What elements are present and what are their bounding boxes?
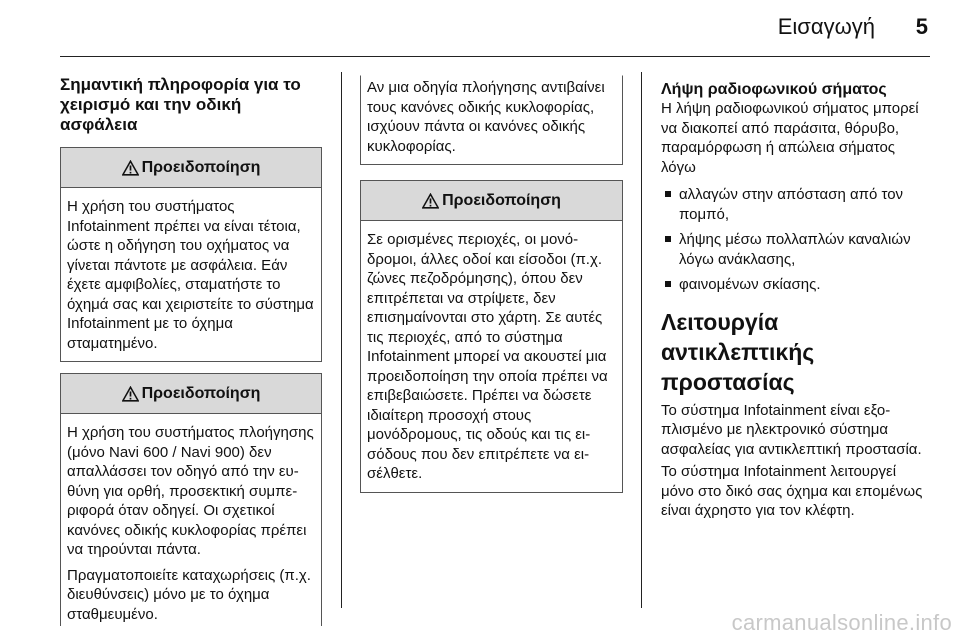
warning-text: Πραγματοποιείτε καταχωρήσεις (π.χ. διευθύνσεις) μόνο με το όχημα σταθμευμένο. bbox=[67, 566, 311, 623]
antitheft-heading: Λειτουργία αντικλεπτικής προστασίας bbox=[661, 308, 815, 395]
warning-box-3 bbox=[360, 180, 623, 493]
warning-title: Προειδοποίηση bbox=[141, 384, 261, 402]
left-column bbox=[60, 75, 322, 626]
warning-triangle-icon bbox=[122, 386, 139, 402]
list-item: λήψης μέσω πολλαπλών καναλιών λόγω ανάκλασης, bbox=[661, 230, 923, 269]
warning-header bbox=[361, 181, 622, 221]
warning-text: Σε ορισμένες περιοχές, οι μονόδρομοι, άλλες οδοί και είσοδοι (π.χ. ζώνες πεζοδρόμησης), όπου δεν επιτρέπεται να στρίψετε, δεν επισημαίνονται στο χάρτη. Σε αυτές τις περιοχές, από το σύστημα Infotainment μπορεί να ακουστεί μια προειδοποίηση την οποία πρέπει να επιβεβαιώσετε. Πρέπει να δώσετε ιδιαίτερη προσοχή στους μονόδρομους, τις οδούς και τις εισόδους που δεν επιτρέπετε να εισέλθετε. bbox=[367, 231, 608, 482]
safety-heading: Σημαντική πληροφορία για το χειρισμό και την οδική ασφάλεια bbox=[60, 75, 301, 134]
reception-heading: Λήψη ραδιοφωνικού σήματος bbox=[661, 81, 887, 98]
list-item: αλλαγών στην απόσταση από τον πομπό, bbox=[661, 185, 923, 224]
column-divider-1 bbox=[341, 72, 342, 608]
antitheft-text: Το σύστημα Infotainment είναι εξοπλισμένο με ηλεκτρονικό σύστημα ασφαλείας για αντικλεπτική προστασία. bbox=[661, 401, 922, 458]
middle-column bbox=[360, 75, 623, 493]
reception-bullets bbox=[661, 185, 923, 295]
warning-body bbox=[361, 221, 622, 492]
watermark: carmanualsonline.info bbox=[731, 610, 952, 635]
reception-text: Η λήψη ραδιοφωνικού σήματος μπορεί να διακοπεί από παράσιτα, θόρυβο, παραμόρφωση ή απώλεια σήματος λόγω bbox=[661, 100, 919, 176]
warning-header bbox=[61, 148, 321, 188]
continued-warning-block bbox=[360, 75, 623, 165]
warning-body bbox=[60, 414, 322, 626]
header-divider bbox=[60, 56, 930, 57]
right-column bbox=[661, 80, 923, 521]
column-divider-2 bbox=[641, 72, 642, 608]
page-number: 5 bbox=[915, 14, 928, 39]
antitheft-text: Το σύστημα Infotainment λειτουργεί μόνο στο δικό σας όχημα και επομένως είναι άχρηστο για τον κλέφτη. bbox=[661, 463, 923, 519]
list-item: φαινομένων σκίασης. bbox=[661, 275, 923, 295]
warning-title: Προειδοποίηση bbox=[442, 191, 561, 209]
continued-text: Αν μια οδηγία πλοήγησης αντιβαίνει τους κανόνες οδικής κυκλοφορίας, ισχύουν πάντα οι κανόνες οδικής κυκλοφορίας. bbox=[367, 79, 605, 155]
warning-title: Προειδοποίηση bbox=[141, 158, 261, 176]
warning-header bbox=[61, 374, 321, 414]
warning-body bbox=[61, 188, 321, 361]
warning-triangle-icon bbox=[422, 193, 439, 209]
header-title: Εισαγωγή bbox=[777, 14, 875, 39]
warning-text: Η χρήση του συστήματος πλοήγησης (μόνο Navi 600 / Navi 900) δεν απαλλάσσει τον οδηγό από την ευθύνη για ορθή, προσεκτική συμπεριφορά όταν οδηγεί. Οι σχετικοί κανόνες οδικής κυκλοφορίας πρέπει να τηρούνται πάντα. bbox=[67, 424, 314, 558]
warning-triangle-icon bbox=[122, 160, 139, 176]
warning-box-1 bbox=[60, 147, 322, 362]
warning-text: Η χρήση του συστήματος Infotainment πρέπει να είναι τέτοια, ώστε η οδήγηση του οχήματος να γίνεται πάντοτε με ασφάλεια. Εάν έχετε αμφιβολίες, σταματήστε το όχημά σας και χειριστείτε το σύστημα Infotainment με το όχημα σταματημένο. bbox=[67, 198, 314, 352]
warning-box-2 bbox=[60, 373, 322, 626]
